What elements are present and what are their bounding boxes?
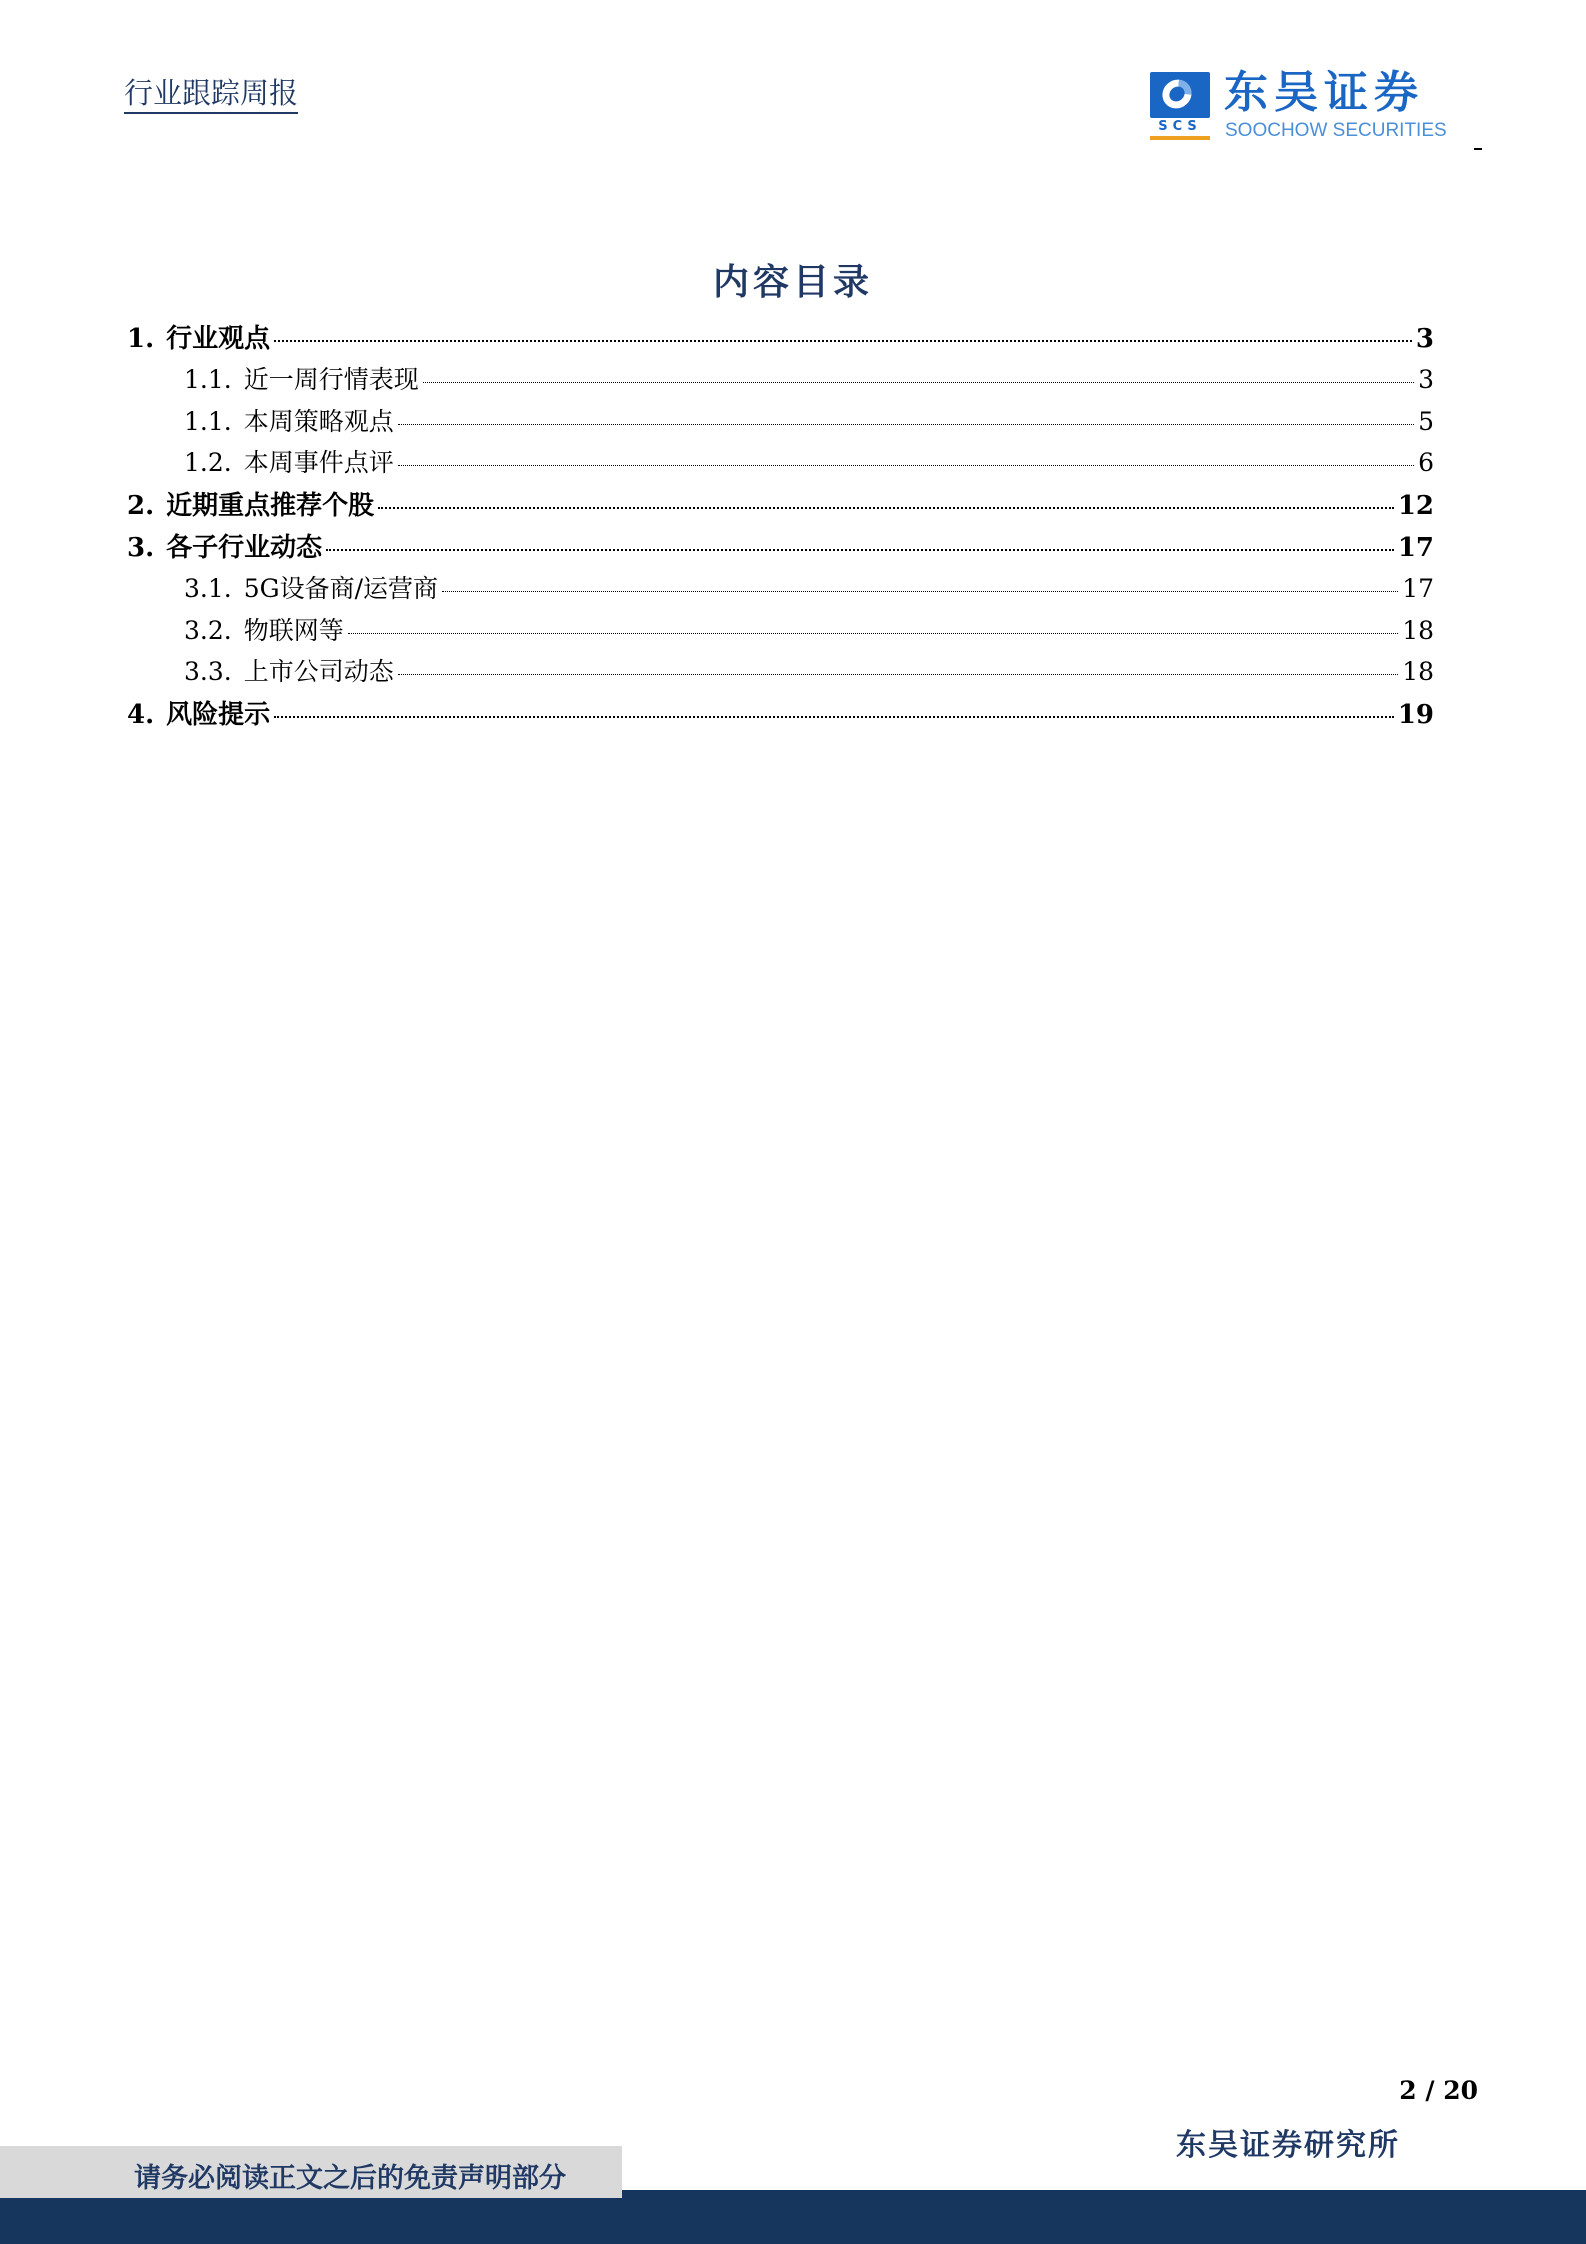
- toc-entry[interactable]: [127, 318, 1434, 360]
- toc-label: 本周事件点评: [243, 448, 394, 478]
- table-of-contents: [127, 318, 1434, 736]
- toc-label: 风险提示: [166, 700, 271, 731]
- toc-num: 3.3.: [184, 657, 232, 687]
- toc-entry[interactable]: [127, 360, 1434, 402]
- scs-logo-icon: [1150, 72, 1210, 118]
- toc-page: 6: [1418, 448, 1434, 478]
- toc-label: 物联网等: [243, 615, 344, 645]
- page-indicator: 2 / 20: [1399, 2076, 1478, 2105]
- toc-num: 4.: [127, 700, 155, 731]
- toc-entry[interactable]: [127, 527, 1434, 569]
- toc-entry[interactable]: [127, 485, 1434, 527]
- institute-name: 东吴证券研究所: [1176, 2128, 1400, 2163]
- toc-label: 各子行业动态: [166, 532, 323, 563]
- toc-label: 近期重点推荐个股: [166, 491, 375, 522]
- soochow-securities-logo: [1150, 67, 1462, 142]
- toc-num: 3.1.: [184, 573, 232, 603]
- toc-leader: [398, 465, 1414, 466]
- toc-page: 18: [1402, 615, 1434, 645]
- toc-leader: [274, 716, 1394, 718]
- toc-page: 5: [1418, 406, 1434, 436]
- toc-num: 3.2.: [184, 615, 232, 645]
- toc-label: 本周策略观点: [243, 406, 394, 436]
- toc-entry[interactable]: [127, 611, 1434, 653]
- toc-label: 行业观点: [166, 324, 271, 354]
- toc-num: 1.1.: [184, 406, 232, 436]
- toc-leader: [348, 633, 1398, 634]
- toc-leader: [398, 424, 1414, 425]
- toc-leader: [378, 507, 1394, 509]
- toc-entry[interactable]: [127, 402, 1434, 444]
- toc-entry[interactable]: [127, 569, 1434, 611]
- toc-leader: [274, 340, 1412, 342]
- toc-page: 12: [1397, 491, 1434, 522]
- toc-label: 上市公司动态: [243, 657, 394, 687]
- toc-label: 近一周行情表现: [243, 364, 419, 394]
- toc-label: 5G设备商/运营商: [243, 573, 439, 603]
- toc-page: 19: [1397, 700, 1434, 731]
- toc-entry[interactable]: [127, 652, 1434, 694]
- toc-page: 18: [1402, 657, 1434, 687]
- toc-leader: [326, 549, 1394, 551]
- page-title: 内容目录: [712, 261, 873, 303]
- logo-abbr: SCS: [1158, 119, 1202, 134]
- toc-num: 1.2.: [184, 448, 232, 478]
- report-type-link[interactable]: 行业跟踪周报: [124, 76, 298, 114]
- toc-page: 17: [1402, 573, 1434, 603]
- disclaimer-text: 请务必阅读正文之后的免责声明部分: [134, 2163, 566, 2194]
- toc-entry[interactable]: [127, 694, 1434, 736]
- toc-leader: [442, 591, 1398, 592]
- toc-num: 3.: [127, 532, 155, 563]
- toc-num: 1.1.: [184, 364, 232, 394]
- logo-cn: 东吴证券: [1224, 67, 1424, 118]
- toc-entry[interactable]: [127, 443, 1434, 485]
- toc-page: 3: [1418, 364, 1434, 394]
- logo-underline: [1150, 136, 1210, 140]
- footer-band: [0, 2190, 1586, 2244]
- header-mark: [1474, 148, 1482, 150]
- toc-num: 2.: [127, 491, 155, 522]
- toc-page: 17: [1397, 532, 1434, 563]
- toc-leader: [398, 674, 1398, 675]
- toc-num: 1.: [127, 324, 155, 354]
- toc-page: 3: [1415, 324, 1434, 354]
- logo-en: SOOCHOW SECURITIES: [1225, 120, 1447, 141]
- toc-leader: [423, 382, 1414, 383]
